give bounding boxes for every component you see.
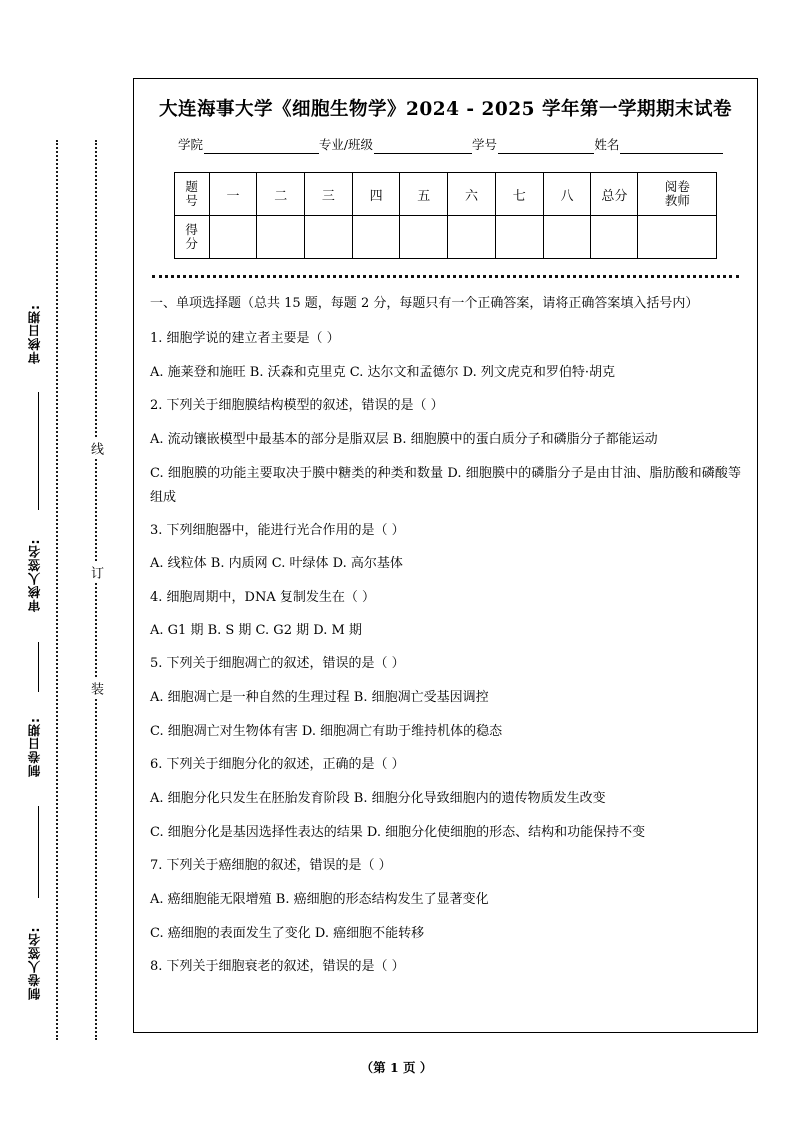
section-heading: 一、单项选择题（总共 15 题，每题 2 分，每题只有一个正确答案，请将正确答案填入括号内） [150,296,699,311]
question-1-stem: 1. 细胞学说的建立者主要是（ ） [150,331,340,347]
page-footer: （第 1 页 ） [360,1060,433,1075]
question-6-stem: 6. 下列关于细胞分化的叙述，正确的是（ ） [150,757,405,773]
student-identity-row [150,135,741,154]
question-5-options-line2: C. 细胞凋亡对生物体有害 D. 细胞凋亡有助于维持机体的稳态 [150,724,503,740]
row-label-number-bottom: 号 [185,193,198,208]
score-col-5: 五 [400,173,448,216]
question-5-options-line1: A. 细胞凋亡是一种自然的生理过程 B. 细胞凋亡受基因调控 [150,690,489,706]
vertical-label-review-date: 审核日期: [27,304,42,364]
page-title: 大连海事大学《细胞生物学》2024 - 2025 学年第一学期期末试卷 [159,99,732,120]
score-table-value-row [174,216,717,259]
field-name-blank[interactable] [620,140,723,154]
question-8-stem: 8. 下列关于细胞衰老的叙述，错误的是（ ） [150,958,405,974]
vertical-label-compose-date: 制卷日期: [27,717,42,777]
score-value-7[interactable] [495,216,543,259]
field-major-class[interactable] [319,135,472,154]
score-col-6: 六 [448,173,496,216]
score-value-grader[interactable] [638,216,717,259]
score-table-header-row [174,173,717,216]
exam-paper-frame [133,78,758,1033]
row-label-score-bottom: 分 [185,236,198,251]
question-7-options-line1: A. 癌细胞能无限增殖 B. 癌细胞的形态结构发生了显著变化 [150,891,489,907]
score-value-total[interactable] [591,216,638,259]
score-col-1: 一 [209,173,257,216]
field-college[interactable] [178,135,319,154]
score-table [174,172,718,259]
vertical-rule-3 [38,806,39,898]
question-6-options-line2: C. 细胞分化是基因选择性表达的结果 D. 细胞分化使细胞的形态、结构和功能保持不变 [150,824,646,840]
score-col-8: 八 [543,173,591,216]
field-student-id[interactable] [472,135,594,154]
question-4-stem: 4. 细胞周期中，DNA 复制发生在（ ） [150,589,375,605]
score-col-7: 七 [495,173,543,216]
field-major-class-label: 专业/班级 [318,137,374,152]
score-col-grader [638,173,717,216]
score-col-4: 四 [352,173,400,216]
question-2-options-line1: A. 流动镶嵌模型中最基本的部分是脂双层 B. 细胞膜中的蛋白质分子和磷脂分子都能运动 [150,431,658,447]
question-3-stem: 3. 下列细胞器中，能进行光合作用的是（ ） [150,522,405,538]
field-college-label: 学院 [178,137,204,152]
field-college-blank[interactable] [204,140,319,154]
vertical-rule-2 [38,642,39,692]
question-4-options: A. G1 期 B. S 期 C. G2 期 D. M 期 [150,623,362,639]
question-1-options: A. 施莱登和施旺 B. 沃森和克里克 C. 达尔文和孟德尔 D. 列文虎克和罗伯特·胡克 [150,364,615,380]
score-value-2[interactable] [257,216,305,259]
row-label-number-top: 题 [185,179,198,194]
score-col-2: 二 [257,173,305,216]
question-5-stem: 5. 下列关于细胞凋亡的叙述，错误的是（ ） [150,656,405,672]
score-table-row-label-score [174,216,209,259]
score-value-5[interactable] [400,216,448,259]
question-3-options: A. 线粒体 B. 内质网 C. 叶绿体 D. 高尔基体 [150,556,403,572]
score-value-4[interactable] [352,216,400,259]
left-margin-annotations [0,0,120,1122]
question-2-options-line2: C. 细胞膜的功能主要取决于膜中糖类的种类和数量 D. 细胞膜中的磷脂分子是由甘油、脂肪酸和磷酸等组成 [150,465,741,505]
score-value-1[interactable] [209,216,257,259]
question-7-options-line2: C. 癌细胞的表面发生了变化 D. 癌细胞不能转移 [150,925,425,941]
score-value-3[interactable] [305,216,353,259]
score-value-6[interactable] [448,216,496,259]
dotted-separator [152,275,739,278]
score-col-3: 三 [305,173,353,216]
row-label-score-top: 得 [185,222,198,237]
grader-label-bottom: 教师 [664,193,690,208]
fold-mark-xian: 线 [86,438,105,459]
grader-label-top: 阅卷 [664,179,690,194]
score-col-total: 总分 [591,173,638,216]
question-2-stem: 2. 下列关于细胞膜结构模型的叙述，错误的是（ ） [150,397,444,413]
fold-mark-zhuang: 装 [86,678,105,699]
vertical-rule-1 [38,392,39,510]
field-major-class-blank[interactable] [374,140,472,154]
vertical-label-reviewer-signature: 审核人签名: [27,538,42,612]
fold-mark-ding: 订 [86,562,105,583]
question-7-stem: 7. 下列关于癌细胞的叙述，错误的是（ ） [150,858,392,874]
field-student-id-label: 学号 [471,137,497,152]
score-table-row-label-number [174,173,209,216]
field-student-id-blank[interactable] [498,140,594,154]
score-value-8[interactable] [543,216,591,259]
field-name-label: 姓名 [594,137,620,152]
question-6-options-line1: A. 细胞分化只发生在胚胎发育阶段 B. 细胞分化导致细胞内的遗传物质发生改变 [150,790,606,806]
field-name[interactable] [594,135,723,154]
dotted-guide-inner [95,140,97,1040]
vertical-label-composer-signature: 制卷人签名: [27,926,42,1000]
dotted-guide-outer [56,140,58,1040]
